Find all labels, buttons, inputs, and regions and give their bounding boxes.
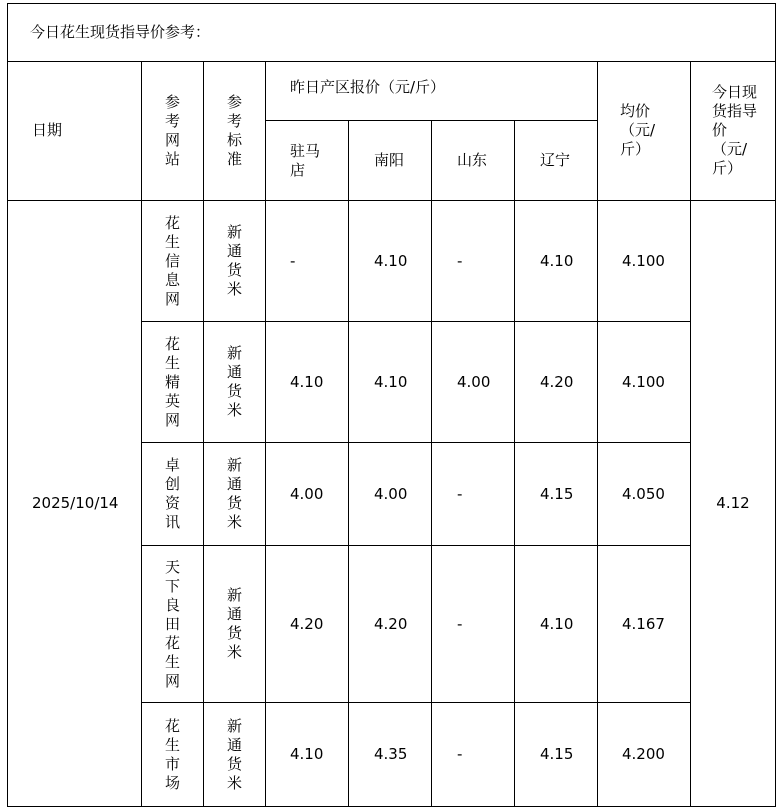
- cell-zhumadian: 4.10: [290, 745, 324, 763]
- header-region-nanyang: 南阳: [374, 151, 405, 169]
- cell-liaoning: 4.15: [540, 484, 574, 503]
- cell-avg: 4.100: [622, 372, 665, 391]
- table-border-left: [7, 3, 8, 807]
- row-standard: 新通货米: [226, 223, 242, 298]
- header-avg: 均价（元/斤）: [620, 102, 656, 158]
- header-date: 日期: [32, 121, 63, 139]
- cell-shandong: 4.00: [457, 372, 491, 391]
- cell-avg: 4.200: [622, 745, 665, 763]
- row-site: 花生精英网: [164, 334, 180, 429]
- col-sep: [348, 120, 349, 807]
- cell-zhumadian: 4.00: [290, 484, 324, 503]
- table-border-bottom: [7, 806, 776, 807]
- header-today: 今日现货指导价（元/斤）: [712, 83, 758, 177]
- row-site: 天下良田花生网: [164, 557, 180, 690]
- page-title: 今日花生现货指导价参考：: [30, 22, 211, 41]
- row-standard: 新通货米: [226, 586, 242, 661]
- row-standard: 新通货米: [226, 716, 242, 792]
- col-sep: [514, 120, 515, 807]
- row-site: 花生信息网: [164, 213, 180, 308]
- cell-shandong: -: [457, 614, 463, 633]
- cell-avg: 4.167: [622, 614, 665, 633]
- cell-liaoning: 4.10: [540, 614, 574, 633]
- header-site: 参考网站: [164, 92, 180, 168]
- cell-liaoning: 4.15: [540, 745, 574, 763]
- header-region-liaoning: 辽宁: [540, 151, 571, 169]
- row-standard: 新通货米: [226, 456, 242, 531]
- header-region-zhumadian: 驻马店: [290, 141, 321, 179]
- cell-liaoning: 4.20: [540, 372, 574, 391]
- cell-liaoning: 4.10: [540, 251, 574, 270]
- header-yesterday-group: 昨日产区报价（元/斤）: [290, 77, 446, 96]
- cell-avg: 4.050: [622, 484, 665, 503]
- col-sep: [265, 61, 266, 807]
- cell-nanyang: 4.00: [374, 484, 408, 503]
- cell-zhumadian: 4.10: [290, 372, 324, 391]
- row-site: 花生市场: [164, 716, 180, 792]
- row-standard: 新通货米: [226, 344, 242, 419]
- header-region-shandong: 山东: [457, 151, 488, 169]
- cell-avg: 4.100: [622, 251, 665, 270]
- cell-nanyang: 4.10: [374, 251, 408, 270]
- date-cell: 2025/10/14: [32, 494, 119, 512]
- cell-zhumadian: 4.20: [290, 614, 324, 633]
- cell-zhumadian: -: [290, 251, 296, 270]
- cell-shandong: -: [457, 484, 463, 503]
- cell-nanyang: 4.10: [374, 372, 408, 391]
- table-border-right: [775, 3, 776, 807]
- cell-shandong: -: [457, 251, 463, 270]
- cell-nanyang: 4.35: [374, 745, 408, 763]
- col-sep: [431, 120, 432, 807]
- cell-nanyang: 4.20: [374, 614, 408, 633]
- today-price-cell: 4.12: [716, 494, 750, 512]
- cell-shandong: -: [457, 745, 463, 763]
- row-site: 卓创资讯: [164, 456, 180, 531]
- header-standard: 参考标准: [226, 92, 242, 168]
